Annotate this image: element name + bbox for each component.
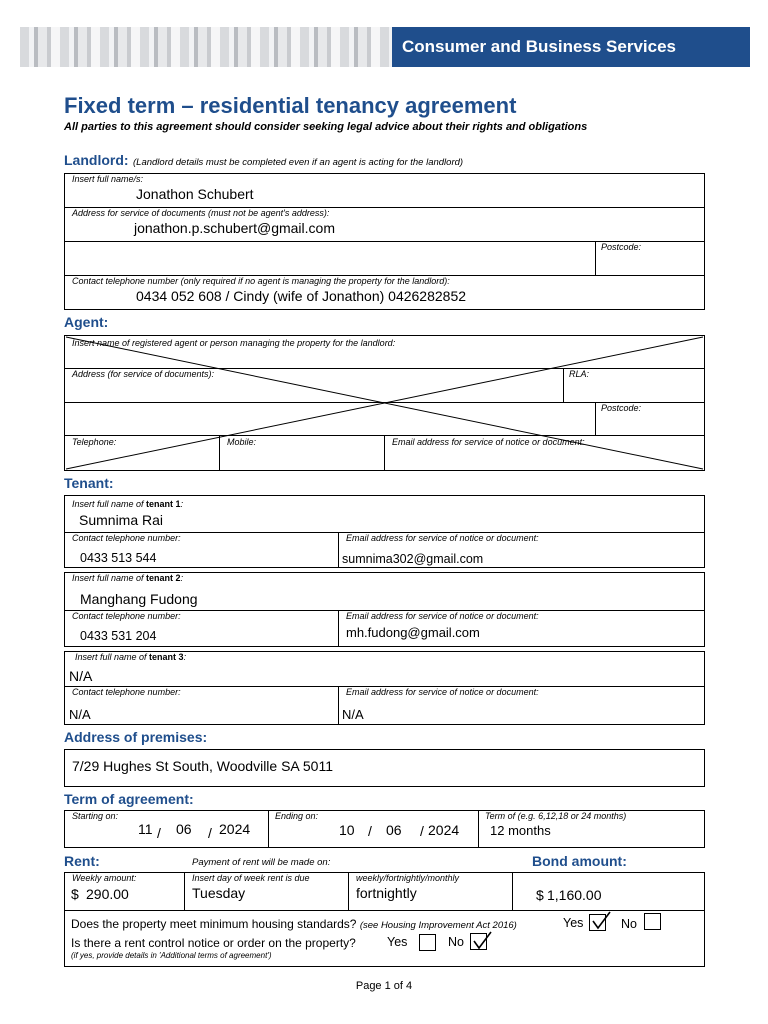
tenant-1-email-field[interactable]: sumnima302@gmail.com [342, 552, 484, 566]
checkmark-icon [471, 931, 493, 951]
question-1-note: (see Housing Improvement Act 2016) [359, 920, 517, 931]
tenant-1-name-label: Insert full name of tenant 1: [72, 499, 184, 509]
rent-day-field[interactable]: Tuesday [192, 885, 246, 901]
q1-no-label: No [621, 917, 637, 931]
agent-email-label: Email address for service of notice or document: [392, 437, 585, 447]
term-end-month[interactable]: 06 [386, 822, 402, 838]
tenant-3-phone-field[interactable]: N/A [69, 707, 91, 722]
tenant-1-phone-label: Contact telephone number: [72, 533, 181, 543]
agent-heading: Agent: [64, 314, 109, 330]
question-1-text: Does the property meet minimum housing standards? [71, 917, 357, 931]
term-end-label: Ending on: [275, 811, 319, 821]
agent-mobile-label: Mobile: [227, 437, 257, 447]
tenant-2-phone-label: Contact telephone number: [72, 611, 181, 621]
premises-heading: Address of premises: [64, 729, 208, 745]
header-banner [392, 27, 750, 67]
rent-currency: $ [71, 886, 79, 902]
term-end-year[interactable]: 2024 [428, 822, 460, 838]
term-start-sep-2: / [208, 825, 212, 841]
landlord-phone-field[interactable]: 0434 052 608 / Cindy (wife of Jonathon) 0426282852 [136, 288, 467, 304]
tenant-3-name-field[interactable]: N/A [69, 668, 93, 684]
page-number: Page 1 of 4 [355, 980, 413, 992]
term-heading: Term of agreement: [64, 791, 194, 807]
landlord-heading: Landlord: [64, 152, 129, 168]
landlord-address-field[interactable]: jonathon.p.schubert@gmail.com [134, 220, 335, 236]
question-housing-standards [71, 917, 517, 931]
question-2-note: (if yes, provide details in 'Additional terms of agreement') [71, 951, 272, 960]
term-start-month[interactable]: 06 [176, 821, 192, 837]
checkmark-icon [590, 911, 612, 931]
landlord-name-field[interactable]: Jonathon Schubert [136, 186, 254, 202]
term-start-day[interactable]: 11 [138, 821, 153, 837]
landlord-phone-label: Contact telephone number (only required if no agent is managing the property for the landlord): [72, 276, 450, 286]
org-name: Consumer and Business Services [402, 37, 677, 56]
tenant-heading: Tenant: [64, 475, 114, 491]
term-start-label: Starting on: [72, 811, 119, 821]
rent-heading: Rent: [64, 853, 100, 869]
tenant-3-email-label: Email address for service of notice or document: [346, 687, 539, 697]
agent-postcode-label: Postcode: [601, 403, 642, 413]
premises-address-field[interactable]: 7/29 Hughes St South, Woodville SA 5011 [72, 758, 333, 774]
agent-rla-label: RLA: [569, 369, 590, 379]
term-end-sep-1: / [368, 823, 372, 839]
q2-no-checkbox[interactable] [470, 933, 487, 950]
tenant-2-email-field[interactable]: mh.fudong@gmail.com [346, 625, 480, 640]
rent-weekly-label: Weekly amount: [72, 873, 137, 883]
tenant-2-name-label: Insert full name of tenant 2: [72, 573, 184, 583]
term-start-year[interactable]: 2024 [219, 821, 251, 837]
tenant-2-name-field[interactable]: Manghang Fudong [80, 591, 198, 607]
agent-address-label: Address (for service of documents): [72, 369, 215, 379]
tenant-3-email-field[interactable]: N/A [342, 707, 364, 722]
landlord-heading-row [64, 152, 463, 170]
question-rent-control: Is there a rent control notice or order on the property? [71, 936, 356, 950]
term-end-sep-2: / [420, 823, 424, 839]
q2-no-label: No [448, 935, 464, 949]
rent-frequency-field[interactable]: fortnightly [356, 885, 417, 901]
tenant-2-phone-field[interactable]: 0433 531 204 [80, 629, 157, 643]
bond-amount-field[interactable]: 1,160.00 [547, 887, 602, 903]
bond-heading: Bond amount: [532, 853, 627, 869]
q2-yes-label: Yes [387, 935, 408, 949]
tenant-1-name-field[interactable]: Sumnima Rai [79, 512, 164, 528]
q1-yes-checkbox[interactable] [589, 914, 606, 931]
rent-weekly-amount-field[interactable]: 290.00 [86, 886, 129, 902]
tenant-3-name-label: Insert full name of tenant 3: [75, 652, 187, 662]
q1-no-checkbox[interactable] [644, 913, 661, 930]
header-stripes [20, 27, 392, 67]
tenant-2-email-label: Email address for service of notice or document: [346, 611, 539, 621]
landlord-address-label: Address for service of documents (must not be agent's address): [72, 208, 330, 218]
rent-day-label: Insert day of week rent is due [192, 873, 310, 883]
landlord-note: (Landlord details must be completed even if an agent is acting for the landlord) [133, 157, 464, 168]
tenant-1-phone-field[interactable]: 0433 513 544 [80, 551, 157, 565]
page-subtitle: All parties to this agreement should consider seeking legal advice about their rights and obligations [64, 121, 588, 133]
q1-yes-label: Yes [563, 916, 584, 930]
q2-yes-checkbox[interactable] [419, 934, 436, 951]
rent-payment-note: Payment of rent will be made on: [192, 857, 331, 868]
agent-telephone-label: Telephone: [72, 437, 117, 447]
landlord-name-label: Insert full name/s: [72, 174, 144, 184]
term-end-day[interactable]: 10 [339, 822, 355, 838]
landlord-postcode-label: Postcode: [601, 242, 642, 252]
page-title: Fixed term – residential tenancy agreement [64, 93, 517, 118]
term-length-label: Term of (e.g. 6,12,18 or 24 months) [485, 811, 627, 821]
rent-frequency-label: weekly/fortnightly/monthly [356, 873, 460, 883]
tenant-3-phone-label: Contact telephone number: [72, 687, 181, 697]
agent-name-label: Insert name of registered agent or person managing the property for the landlord: [72, 338, 396, 348]
term-start-sep-1: / [157, 825, 161, 841]
term-length-field[interactable]: 12 months [490, 823, 551, 838]
tenant-1-email-label: Email address for service of notice or document: [346, 533, 539, 543]
agent-cross-out [64, 335, 705, 471]
bond-currency: $ [536, 887, 544, 903]
